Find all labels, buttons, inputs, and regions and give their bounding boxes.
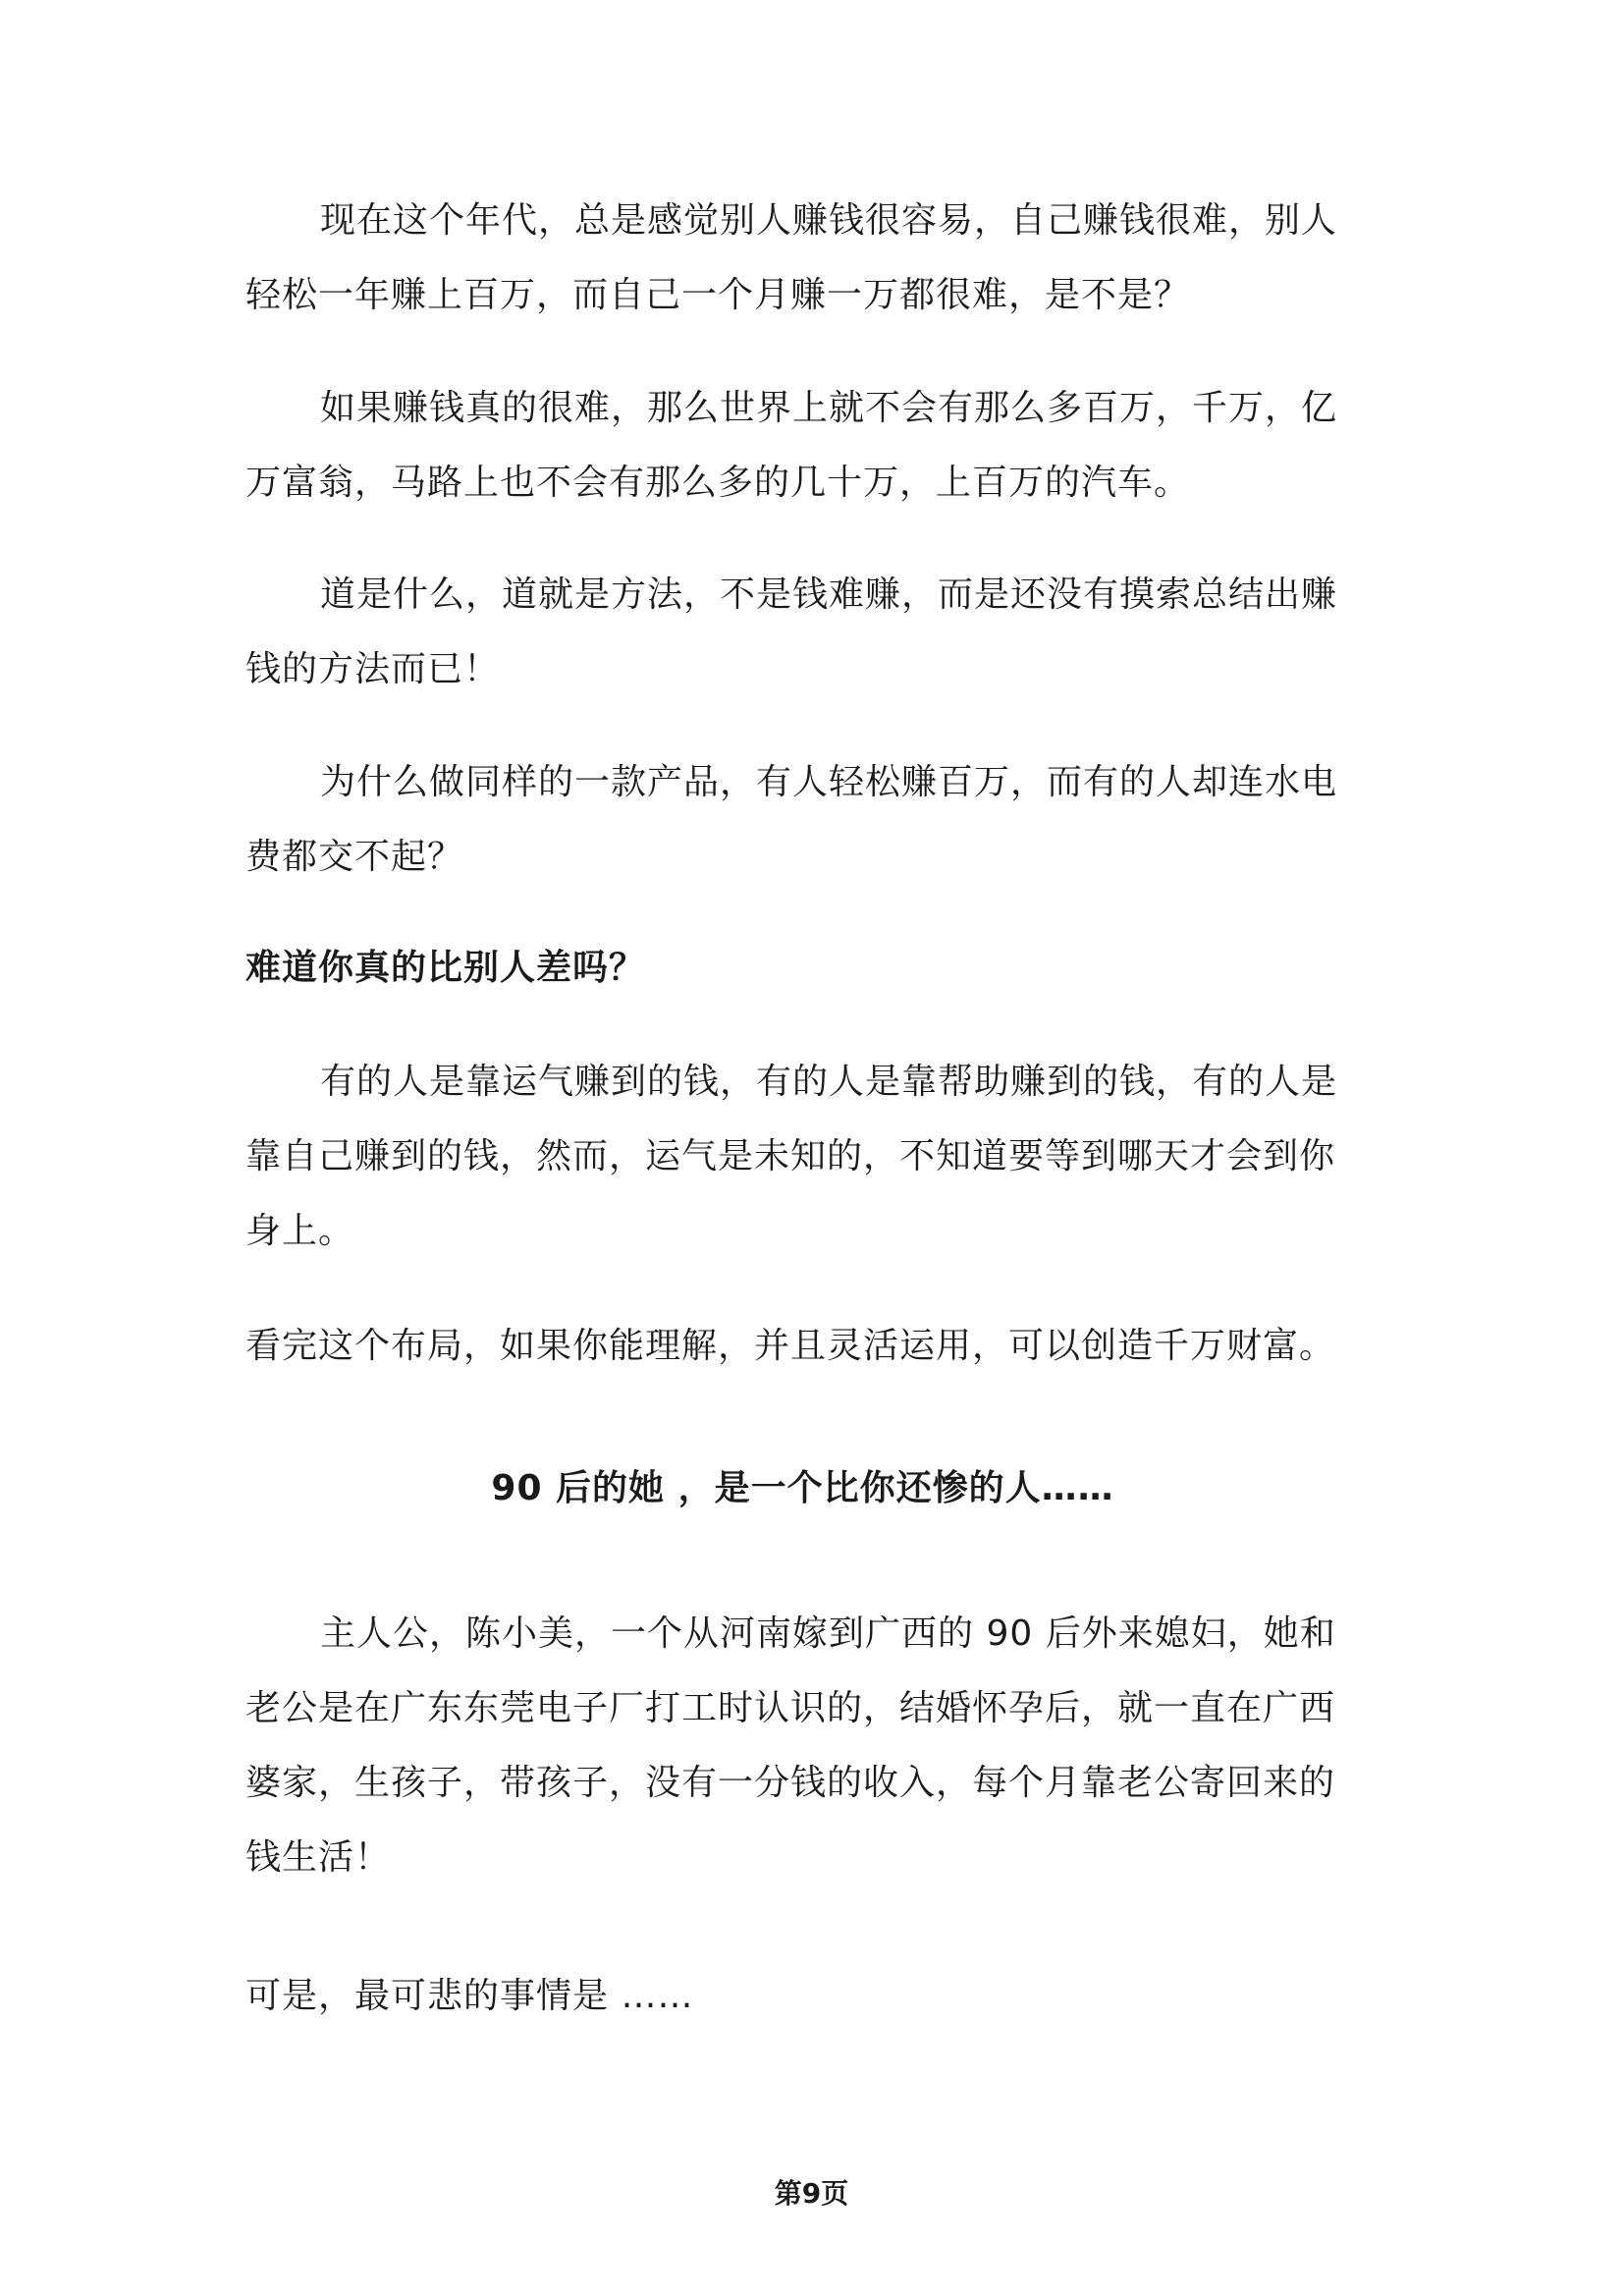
paragraph-6: 看完这个布局，如果你能理解，并且灵活运用，可以创造千万财富。: [245, 1326, 1336, 1366]
paragraph-5: 有的人是靠运气赚到的钱，有的人是靠帮助赚到的钱，有的人是靠自己赚到的钱，然而，运气是未知的，不知道要等到哪天才会到你身上。: [245, 1062, 1338, 1251]
paragraph-2: 如果赚钱真的很难，那么世界上就不会有那么多百万，千万，亿万富翁，马路上也不会有那么多的几十万，上百万的汽车。: [245, 388, 1338, 503]
paragraph-7: 主人公，陈小美，一个从河南嫁到广西的 90 后外来媳妇，她和老公是在广东东莞电子厂打工时认识的，结婚怀孕后，就一直在广西婆家，生孩子，带孩子，没有一分钱的收入，每个月靠老公寄回来的钱生活！: [245, 1613, 1336, 1878]
paragraph-8: 可是，最可悲的事情是 ……: [245, 1976, 694, 2016]
paragraph-1: 现在这个年代，总是感觉别人赚钱很容易，自己赚钱很难，别人轻松一年赚上百万，而自己一个月赚一万都很难，是不是？: [245, 200, 1338, 315]
paragraph-3: 道是什么，道就是方法，不是钱难赚，而是还没有摸索总结出赚钱的方法而已！: [245, 574, 1338, 689]
story-title: 90 后的她 ，是一个比你还惨的人……: [491, 1468, 1114, 1508]
paragraph-4: 为什么做同样的一款产品，有人轻松赚百万，而有的人却连水电费都交不起？: [245, 762, 1338, 877]
page-number: 第9页: [774, 2177, 849, 2210]
section-heading: 难道你真的比别人差吗？: [245, 948, 646, 988]
